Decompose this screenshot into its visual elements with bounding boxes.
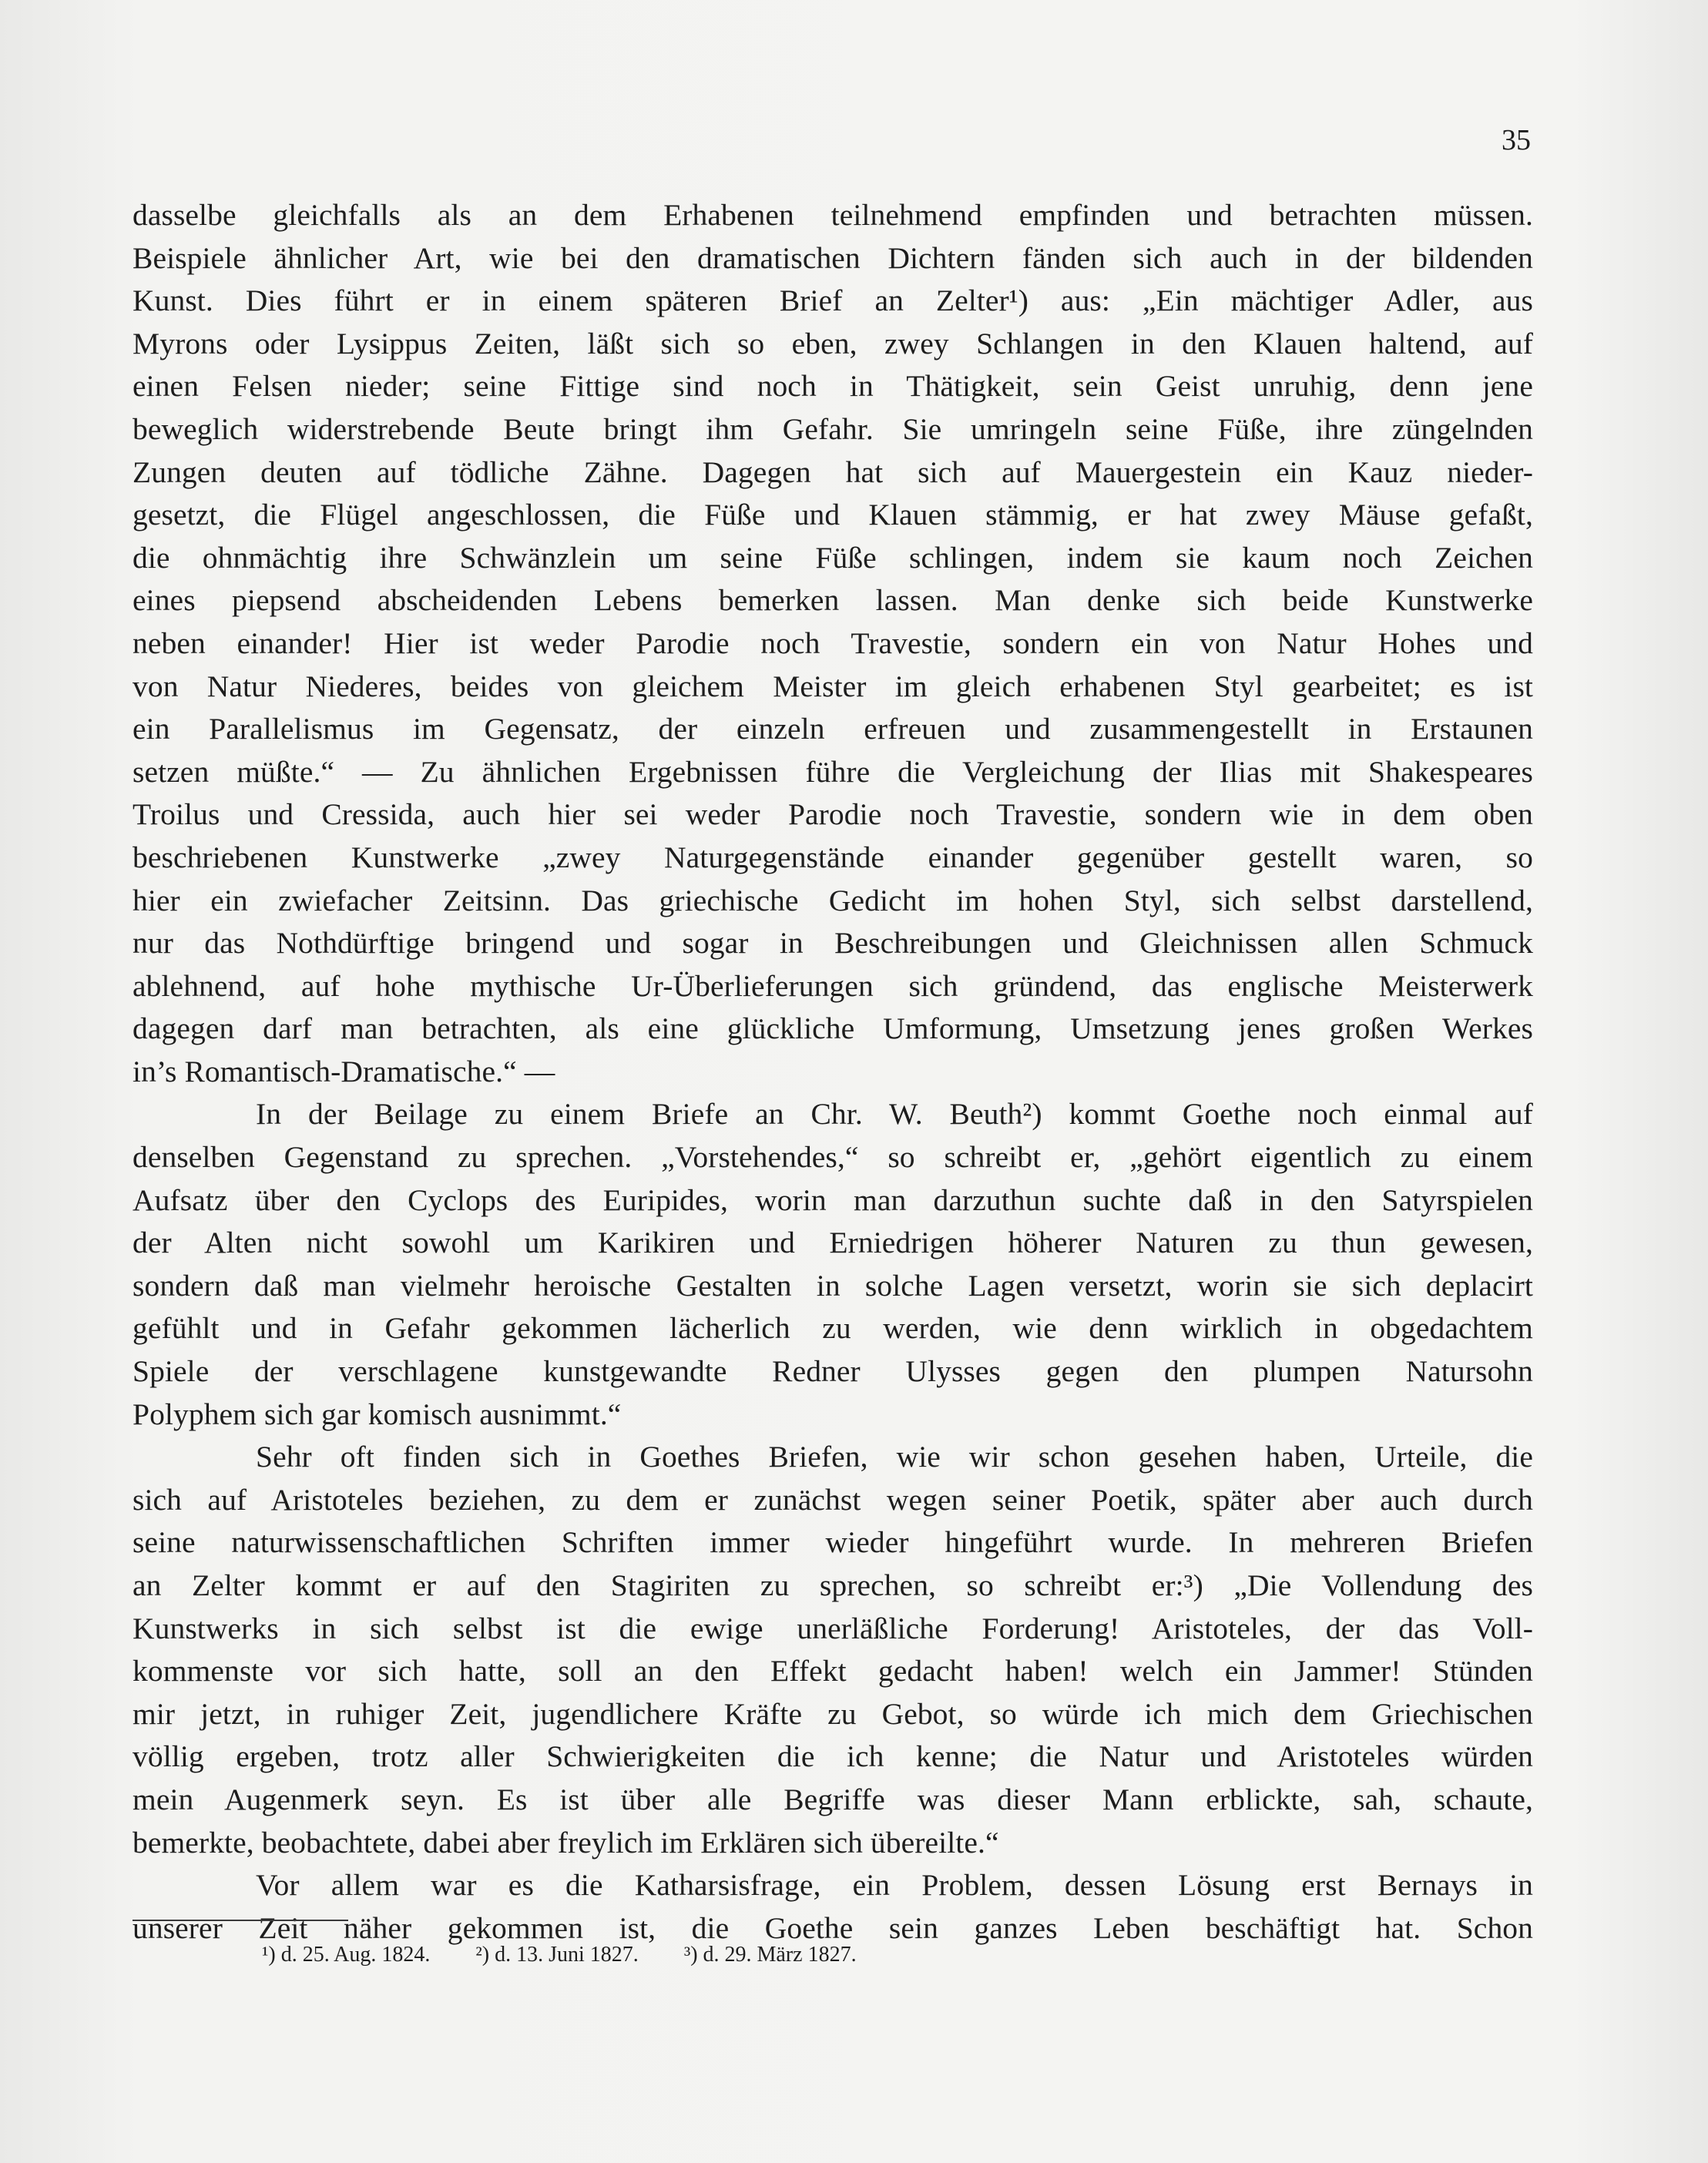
text-line: Zungen deuten auf tödliche Zähne. Dagegen hat sich auf Mauergestein ein Kauz nieder- bbox=[133, 454, 1533, 489]
text-line: Polyphem sich gar komisch ausnimmt.“ bbox=[133, 1397, 622, 1431]
text-line: denselben Gegenstand zu sprechen. „Vorstehendes,“ so schreibt er, „gehört eigentlich zu einem bbox=[133, 1140, 1533, 1175]
text-line: bemerkte, beobachtete, dabei aber freylich im Erklären sich übereilte.“ bbox=[133, 1825, 999, 1860]
text-line: völlig ergeben, trotz aller Schwierigkeiten die ich kenne; die Natur und Aristoteles würden bbox=[133, 1739, 1533, 1774]
text-line: ablehnend, auf hohe mythische Ur-Überlieferungen sich gründend, das englische Meisterwerk bbox=[133, 968, 1533, 1003]
footnotes bbox=[262, 1943, 897, 1967]
text-line: dagegen darf man betrachten, als eine glückliche Umformung, Umsetzung jenes großen Werkes bbox=[133, 1011, 1533, 1046]
text-line: setzen müßte.“ — Zu ähnlichen Ergebnissen führe die Vergleichung der Ilias mit Shakespeares bbox=[133, 754, 1533, 789]
text-line: gesetzt, die Flügel angeschlossen, die Füße und Klauen stämmig, er hat zwey Mäuse gefaßt, bbox=[133, 498, 1533, 532]
text-line: beschriebenen Kunstwerke „zwey Naturgegenstände einander gegenüber gestellt waren, so bbox=[133, 840, 1533, 874]
text-line: sondern daß man vielmehr heroische Gestalten in solche Lagen versetzt, worin sie sich deplacirt bbox=[133, 1268, 1533, 1303]
text-line: ein Parallelismus im Gegensatz, der einzeln erfreuen und zusammengestellt in Erstaunen bbox=[133, 712, 1533, 746]
text-line: Myrons oder Lysippus Zeiten, läßt sich so eben, zwey Schlangen in den Klauen haltend, auf bbox=[133, 326, 1533, 360]
text-line: dasselbe gleichfalls als an dem Erhabenen teilnehmend empfinden und betrachten müssen. bbox=[133, 198, 1533, 232]
text-line: hier ein zwiefacher Zeitsinn. Das griechische Gedicht im hohen Styl, sich selbst darstellend, bbox=[133, 883, 1533, 917]
text-line: neben einander! Hier ist weder Parodie noch Travestie, sondern ein von Natur Hohes und bbox=[133, 625, 1533, 660]
body-text bbox=[133, 194, 1533, 1950]
text-line: Spiele der verschlagene kunstgewandte Redner Ulysses gegen den plumpen Natursohn bbox=[133, 1354, 1533, 1389]
text-line: Aufsatz über den Cyclops des Euripides, worin man darzuthun suchte daß in den Satyrspielen bbox=[133, 1182, 1533, 1217]
text-line: nur das Nothdürftige bringend und sogar in Beschreibungen und Gleichnissen allen Schmuck bbox=[133, 926, 1533, 961]
text-line: in’s Romantisch-Dramatische.“ — bbox=[133, 1054, 555, 1088]
text-line: kommenste vor sich hatte, soll an den Effekt gedacht haben! welch ein Jammer! Stünden bbox=[133, 1654, 1533, 1688]
text-line: einen Felsen nieder; seine Fittige sind noch in Thätigkeit, sein Geist unruhig, denn jene bbox=[133, 369, 1533, 404]
text-line: Beispiele ähnlicher Art, wie bei den dramatischen Dichtern fänden sich auch in der bildenden bbox=[133, 240, 1533, 275]
footnote-1: ¹) d. 25. Aug. 1824. bbox=[262, 1943, 431, 1967]
text-line: mein Augenmerk seyn. Es ist über alle Begriffe was dieser Mann erblickte, sah, schaute, bbox=[133, 1782, 1533, 1816]
text-line: beweglich widerstrebende Beute bringt ihm Gefahr. Sie umringeln seine Füße, ihre züngelnden bbox=[133, 411, 1533, 446]
page-number: 35 bbox=[1502, 124, 1531, 156]
text-line: Vor allem war es die Katharsisfrage, ein Problem, dessen Lösung erst Bernays in bbox=[256, 1868, 1533, 1903]
footnote-2: ²) d. 13. Juni 1827. bbox=[475, 1943, 639, 1967]
text-line: der Alten nicht sowohl um Karikiren und Erniedrigen höherer Naturen zu thun gewesen, bbox=[133, 1226, 1533, 1260]
text-line: unserer Zeit näher gekommen ist, die Goethe sein ganzes Leben beschäftigt hat. Schon bbox=[133, 1910, 1533, 1945]
text-line: Kunstwerks in sich selbst ist die ewige unerläßliche Forderung! Aristoteles, der das Voll- bbox=[133, 1611, 1533, 1645]
footnote-3: ³) d. 29. März 1827. bbox=[683, 1943, 857, 1967]
text-line: seine naturwissenschaftlichen Schriften immer wieder hingeführt wurde. In mehreren Briefen bbox=[133, 1525, 1533, 1560]
text-line: an Zelter kommt er auf den Stagiriten zu sprechen, so schreibt er:³) „Die Vollendung des bbox=[133, 1568, 1533, 1602]
text-line: Troilus und Cressida, auch hier sei weder Parodie noch Travestie, sondern wie in dem oben bbox=[133, 797, 1533, 832]
text-line: die ohnmächtig ihre Schwänzlein um seine Füße schlingen, indem sie kaum noch Zeichen bbox=[133, 540, 1533, 575]
text-line: eines piepsend abscheidenden Lebens bemerken lassen. Man denke sich beide Kunstwerke bbox=[133, 583, 1533, 618]
footnote-rule bbox=[133, 1920, 348, 1921]
text-line: mir jetzt, in ruhiger Zeit, jugendlichere Kräfte zu Gebot, so würde ich mich dem Griechischen bbox=[133, 1696, 1533, 1731]
text-line: sich auf Aristoteles beziehen, zu dem er zunächst wegen seiner Poetik, später aber auch durch bbox=[133, 1482, 1533, 1517]
text-line: Sehr oft finden sich in Goethes Briefen, wie wir schon gesehen haben, Urteile, die bbox=[256, 1440, 1533, 1474]
text-line: Kunst. Dies führt er in einem späteren Brief an Zelter¹) aus: „Ein mächtiger Adler, aus bbox=[133, 283, 1533, 318]
text-line: gefühlt und in Gefahr gekommen lächerlich zu werden, wie denn wirklich in obgedachtem bbox=[133, 1311, 1533, 1346]
text-line: In der Beilage zu einem Briefe an Chr. W. Beuth²) kommt Goethe noch einmal auf bbox=[256, 1097, 1533, 1132]
text-line: von Natur Niederes, beides von gleichem Meister im gleich erhabenen Styl gearbeitet; es ist bbox=[133, 669, 1533, 703]
